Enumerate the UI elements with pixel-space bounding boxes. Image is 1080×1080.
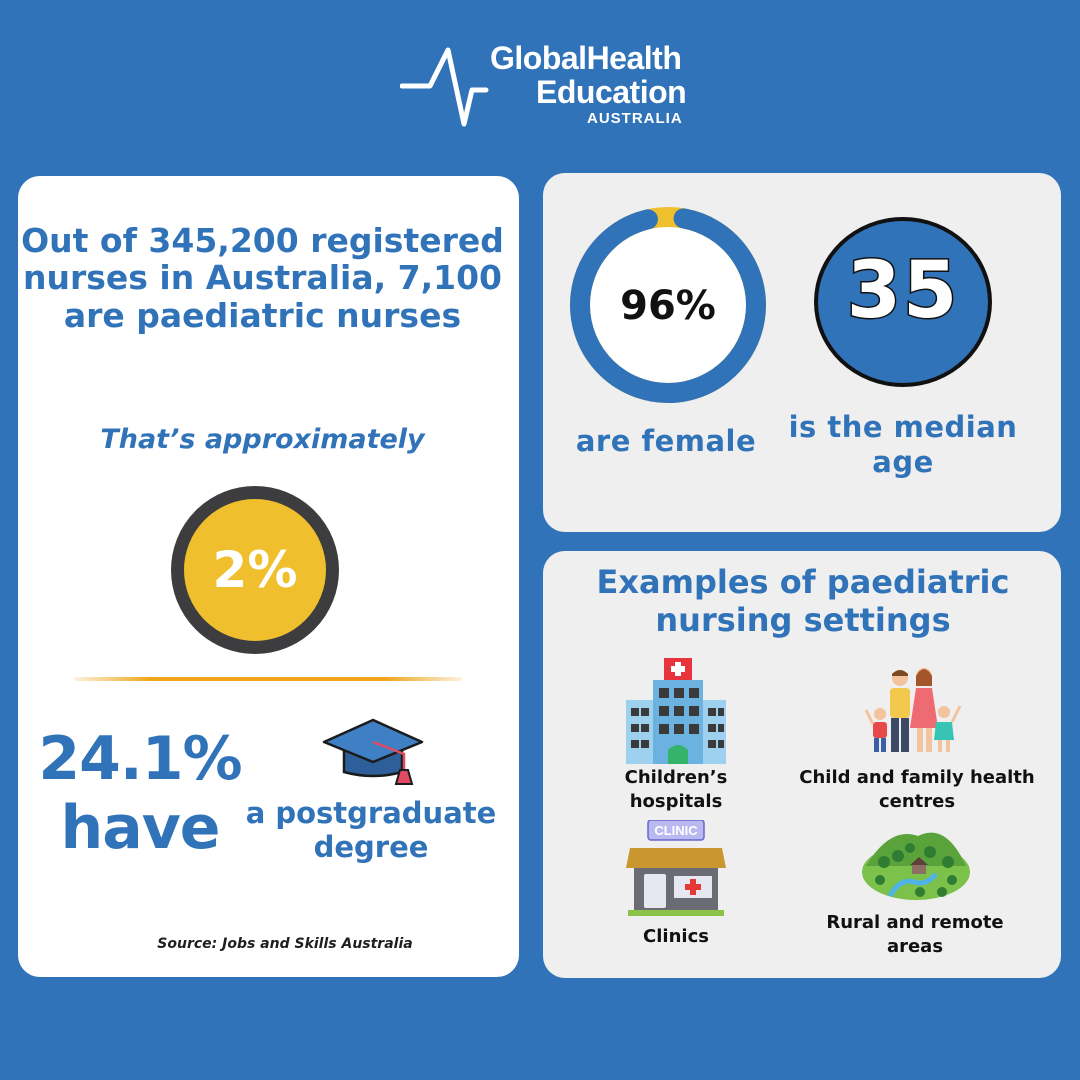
settings-title: Examples of paediatric nursing settings bbox=[596, 563, 1010, 639]
logo-text-line2: Education bbox=[536, 74, 687, 110]
postgrad-have: have bbox=[60, 793, 220, 863]
postgrad-value: 24.1% bbox=[38, 724, 242, 794]
setting-label-family-centres: Child and family health centres bbox=[799, 767, 1035, 813]
setting-label-clinics: Clinics bbox=[643, 926, 709, 947]
setting-label-hospitals: Children’s hospitals bbox=[624, 767, 728, 813]
source-note: Source: Jobs and Skills Australia bbox=[157, 936, 413, 952]
hospital-icon bbox=[624, 656, 728, 766]
median-age-label: is the median age bbox=[788, 410, 1018, 479]
female-percent: 96% bbox=[620, 283, 716, 329]
family-icon bbox=[860, 664, 964, 756]
headline: Out of 345,200 registered nurses in Australia, 7,100 are paediatric nurses bbox=[21, 221, 504, 335]
postgrad-text: a postgraduate degree bbox=[245, 796, 497, 865]
divider bbox=[74, 677, 462, 681]
rural-landscape-icon bbox=[860, 822, 972, 902]
logo-text-line3: AUSTRALIA bbox=[587, 110, 683, 127]
clinic-sign-text: CLINIC bbox=[654, 823, 698, 838]
logo-text-line1: GlobalHealth bbox=[490, 40, 682, 76]
logo-wave-icon bbox=[400, 44, 492, 130]
clinic-icon bbox=[626, 820, 726, 918]
percent-value: 2% bbox=[212, 541, 298, 599]
approx-label: That’s approximately bbox=[100, 424, 425, 455]
female-label: are female bbox=[575, 424, 757, 458]
setting-label-rural: Rural and remote areas bbox=[826, 912, 1004, 958]
median-age-value: 35 bbox=[846, 246, 960, 336]
graduation-cap-icon bbox=[318, 714, 428, 786]
